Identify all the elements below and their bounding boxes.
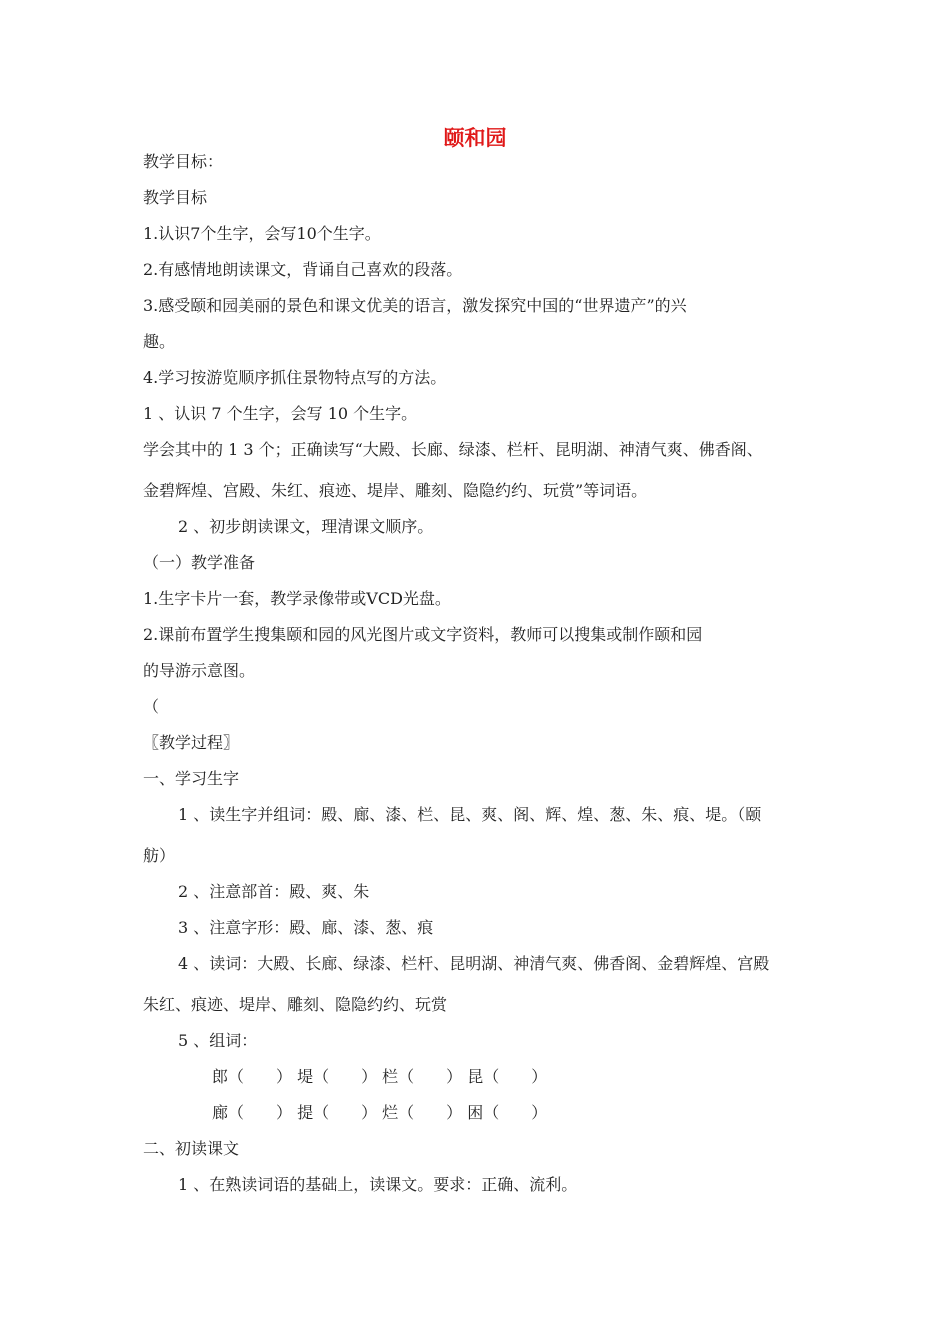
section-2-heading: 二、初读课文 [143, 1139, 240, 1158]
objective-4: 4.学习按游览顺序抓住景物特点写的方法。 [143, 368, 447, 387]
word-row-2: 廊（ ） 提（ ） 烂（ ） 困（ ） [212, 1103, 548, 1122]
heading-process: 〖教学过程〗 [143, 733, 240, 752]
document-title: 颐和园 [443, 126, 507, 150]
step-1-cont: 舫） [143, 846, 176, 865]
objective-3-cont: 趣。 [143, 332, 176, 351]
goal-2: 2 、初步朗读课文，理清课文顺序。 [178, 517, 434, 536]
objective-2: 2.有感情地朗读课文，背诵自己喜欢的段落。 [143, 260, 463, 279]
heading-objectives: 教学目标： [143, 152, 224, 171]
prep-1: 1.生字卡片一套，教学录像带或VCD光盘。 [143, 589, 451, 608]
prep-2-cont: 的导游示意图。 [143, 661, 256, 680]
step-3: 3 、注意字形：殿、廊、漆、葱、痕 [178, 918, 434, 937]
heading-objectives-2: 教学目标 [143, 188, 208, 207]
prep-2: 2.课前布置学生搜集颐和园的风光图片或文字资料，教师可以搜集或制作颐和园 [143, 625, 703, 644]
goal-1-words: 学会其中的 1 3 个；正确读写“大殿、长廊、绿漆、栏杆、昆明湖、神清气爽、佛香阁、 [143, 440, 763, 459]
step-4-cont: 朱红、痕迹、堤岸、雕刻、隐隐约约、玩赏 [143, 995, 448, 1014]
section-1-heading: 一、学习生字 [143, 769, 240, 788]
word-row-1: 郎（ ） 堤（ ） 栏（ ） 昆（ ） [212, 1067, 548, 1086]
heading-preparation: （一）教学准备 [143, 553, 256, 572]
reading-step-1: 1 、在熟读词语的基础上，读课文。要求：正确、流利。 [178, 1175, 578, 1194]
step-5: 5 、组词： [178, 1031, 258, 1050]
step-1: 1 、读生字并组词：殿、廊、漆、栏、昆、爽、阁、辉、煌、葱、朱、痕、堤。（颐 [178, 805, 762, 824]
stray-bracket: （ [143, 697, 160, 716]
step-2: 2 、注意部首：殿、爽、朱 [178, 882, 370, 901]
step-4: 4 、读词：大殿、长廊、绿漆、栏杆、昆明湖、神清气爽、佛香阁、金碧辉煌、宫殿 [178, 954, 770, 973]
objective-3: 3.感受颐和园美丽的景色和课文优美的语言，激发探究中国的“世界遗产”的兴 [143, 296, 687, 315]
objective-1: 1.认识7个生字，会写10个生字。 [143, 224, 381, 243]
goal-1: 1 、认识 7 个生字，会写 10 个生字。 [143, 404, 418, 423]
goal-1-words-cont: 金碧辉煌、宫殿、朱红、痕迹、堤岸、雕刻、隐隐约约、玩赏”等词语。 [143, 481, 648, 500]
